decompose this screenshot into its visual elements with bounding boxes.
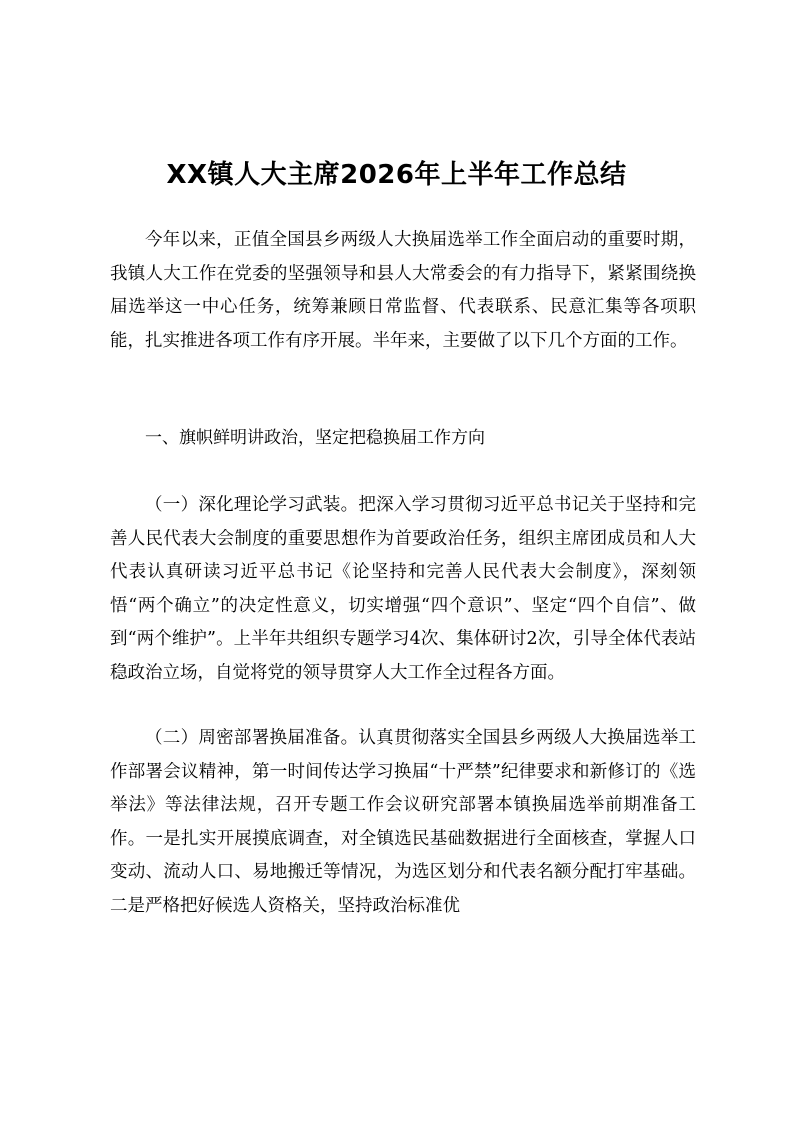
intro-paragraph: 今年以来，正值全国县乡两级人大换届选举工作全面启动的重要时期，我镇人大工作在党委的坚强领导和县人大常委会的有力指导下，紧紧围绕换届选举这一中心任务，统筹兼顾日常监督、代表联系、民意汇集等各项职能，扎实推进各项工作有序开展。半年来，主要做了以下几个方面的工作。 (110, 230, 696, 351)
section-heading-1: 一、旗帜鲜明讲政治，坚定把稳换届工作方向 (145, 428, 485, 448)
section1-item1-paragraph: （一）深化理论学习武装。把深入学习贯彻习近平总书记关于坚持和完善人民代表大会制度的重要思想作为首要政治任务，组织主席团成员和人大代表认真研读习近平总书记《论坚持和完善人民代表大会制度》，深刻领悟“两个确立”的决定性意义，切实增强“四个意识”、坚定“四个自信”、做到“两个维护”。上半年共组织专题学习4次、集体研讨2次，引导全体代表站稳政治立场，自觉将党的领导贯穿人大工作全过程各方面。 (110, 495, 696, 683)
document-title: XX镇人大主席2026年上半年工作总结 (166, 160, 627, 191)
section1-item2-paragraph: （二）周密部署换届准备。认真贯彻落实全国县乡两级人大换届选举工作部署会议精神，第一时间传达学习换届“十严禁”纪律要求和新修订的《选举法》等法律法规，召开专题工作会议研究部署本镇换届选举前期准备工作。一是扎实开展摸底调查，对全镇选民基础数据进行全面核查，掌握人口变动、流动人口、易地搬迁等情况，为选区划分和代表名额分配打牢基础。二是严格把好候选人资格关，坚持政治标准优 (110, 728, 696, 916)
